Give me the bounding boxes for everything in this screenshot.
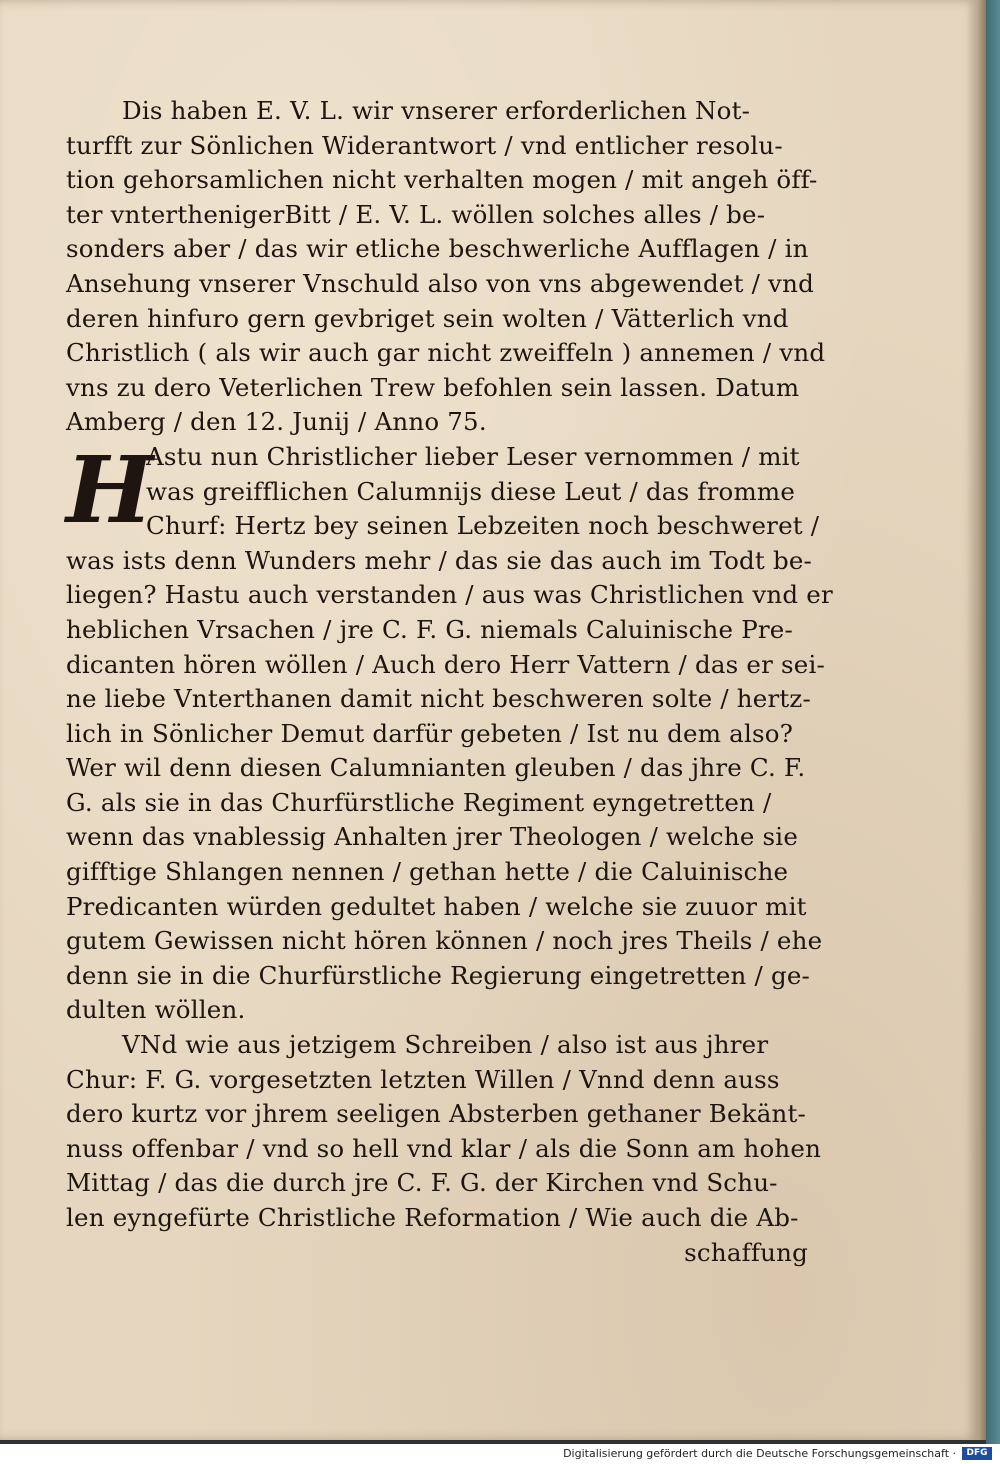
- text-line: Amberg / den 12. Junij / Anno 75.: [66, 407, 487, 437]
- text-line: denn sie in die Churfürstliche Regierung eingetretten / ge-: [66, 960, 811, 990]
- page-edge: [978, 0, 986, 1440]
- text-line: lich in Sönlicher Demut darfür gebeten / Ist nu dem also?: [66, 718, 794, 748]
- text-line: Churf: Hertz bey seinen Lebzeiten noch beschweret /: [146, 511, 820, 541]
- footer-bar: [0, 1444, 1000, 1464]
- dfg-logo-icon: DFG: [962, 1447, 992, 1460]
- paragraph-2: [66, 435, 833, 1028]
- text-line: G. als sie in das Churfürstliche Regiment eyngetretten /: [66, 787, 772, 817]
- text-line: nuss offenbar / vnd so hell vnd klar / als die Sonn am hohen: [66, 1133, 822, 1163]
- text-line: dero kurtz vor jhrem seeligen Absterben gethaner Bekänt-: [66, 1099, 807, 1129]
- text-line: vns zu dero Veterlichen Trew befohlen sein lassen. Datum: [66, 372, 800, 402]
- text-line: len eyngefürte Christliche Reformation / Wie auch die Ab-: [66, 1203, 799, 1232]
- page-text: [66, 94, 833, 1270]
- text-line: dulten wöllen.: [66, 995, 246, 1025]
- text-line: was greifflichen Calumnijs diese Leut / das fromme: [146, 476, 796, 506]
- text-line: Christlich ( als wir auch gar nicht zweiffeln ) annemen / vnd: [66, 338, 826, 368]
- text-line: Wer wil denn diesen Calumnianten gleuben / das jhre C. F.: [66, 753, 806, 783]
- text-line: Chur: F. G. vorgesetzten letzten Willen / Vnnd denn auss: [66, 1064, 780, 1094]
- text-line: Predicanten würden gedultet haben / welche sie zuuor mit: [66, 891, 807, 921]
- paragraph-3: [66, 1028, 822, 1236]
- text-line: ne liebe Vnterthanen damit nicht beschweren solte / hertz-: [66, 684, 812, 714]
- funding-note: Digitalisierung gefördert durch die Deutsche Forschungsgemeinschaft ·: [563, 1447, 956, 1460]
- text-line: Astu nun Christlicher lieber Leser vernommen / mit: [146, 441, 800, 471]
- text-line: ter vnterthenigerBitt / E. V. L. wöllen solches alles / be-: [66, 199, 766, 229]
- text-line: Mittag / das die durch jre C. F. G. der Kirchen vnd Schu-: [66, 1168, 778, 1198]
- text-line: dicanten hören wöllen / Auch dero Herr Vattern / das er sei-: [66, 649, 826, 679]
- text-line: sonders aber / das wir etliche beschwerliche Aufflagen / in: [66, 234, 809, 264]
- text-line: VNd wie aus jetzigem Schreiben / also ist aus jhrer: [122, 1030, 769, 1060]
- text-line: liegen? Hastu auch verstanden / aus was Christlichen vnd er: [66, 580, 833, 610]
- text-line: was ists denn Wunders mehr / das sie das auch im Todt be-: [66, 545, 813, 575]
- paragraph-1: [66, 94, 826, 440]
- text-line: turfft zur Sönlichen Widerantwort / vnd entlicher resolu-: [66, 130, 783, 160]
- text-line: Ansehung vnserer Vnschuld also von vns abgewendet / vnd: [66, 268, 814, 298]
- text-line: heblichen Vrsachen / jre C. F. G. niemals Caluinische Pre-: [66, 614, 793, 644]
- text-line: tion gehorsamlichen nicht verhalten mogen / mit angeh öff-: [66, 165, 818, 195]
- decorated-initial: H: [66, 435, 154, 544]
- text-line: Dis haben E. V. L. wir vnserer erforderlichen Not-: [122, 96, 751, 125]
- text-line: wenn das vnablessig Anhalten jrer Theologen / welche sie: [66, 822, 799, 852]
- text-line: deren hinfuro gern gevbriget sein wolten / Vätterlich vnd: [66, 303, 789, 333]
- text-line: gifftige Shlangen nennen / gethan hette / die Caluinische: [66, 857, 789, 887]
- edge-strip: [986, 0, 1000, 1444]
- catchword: schaffung: [684, 1237, 808, 1267]
- text-line: gutem Gewissen nicht hören können / noch jres Theils / ehe: [66, 926, 823, 956]
